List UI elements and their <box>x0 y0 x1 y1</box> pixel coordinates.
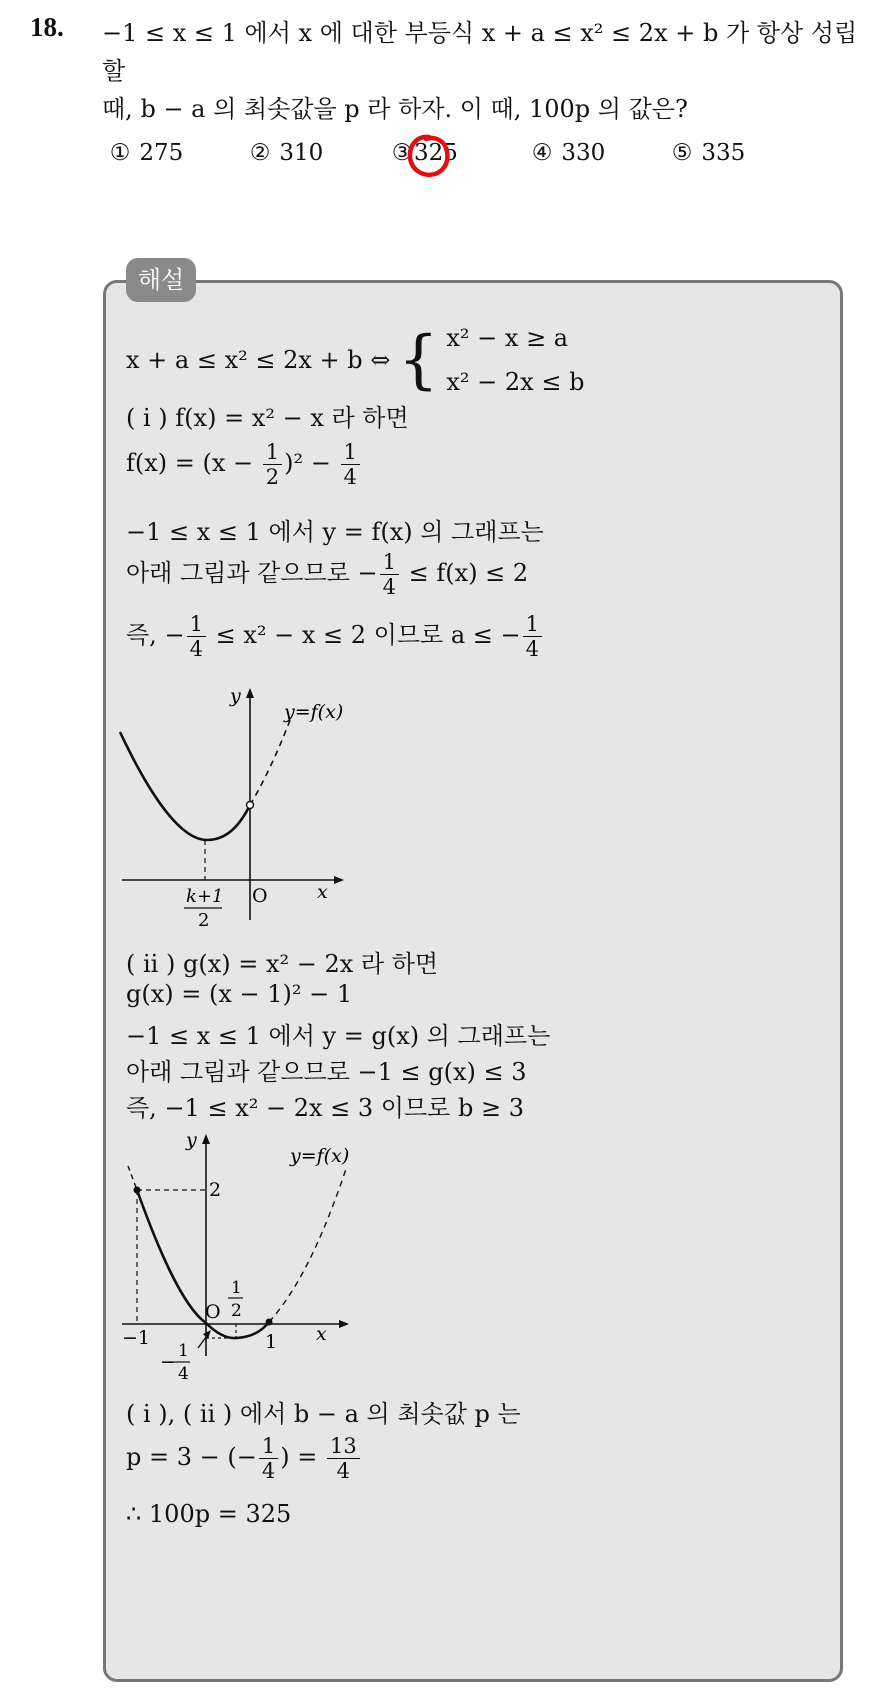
curve-label: y=f(x) <box>284 701 344 723</box>
min-denominator: 4 <box>178 1364 189 1384</box>
case1-intro: ( i ) f(x) = x² − x 라 하면 <box>126 404 409 432</box>
y-axis-arrow-icon <box>246 688 254 698</box>
curve-dashed-right <box>269 1166 347 1322</box>
curve-dashed-left <box>128 1166 137 1190</box>
vertex-denominator: 2 <box>198 910 210 930</box>
answer-choices <box>108 140 868 176</box>
question-line-1: −1 ≤ x ≤ 1 에서 x 에 대한 부등식 x + a ≤ x² ≤ 2x + b 가 항상 성립할 <box>102 19 858 85</box>
condition-b: x² − 2x ≤ b <box>446 368 585 396</box>
min-sign: − <box>160 1351 176 1373</box>
curve-solid <box>137 1190 269 1338</box>
min-numerator: 1 <box>178 1341 189 1361</box>
origin-label: O <box>205 1301 221 1323</box>
x-axis-arrow-icon <box>334 876 344 884</box>
conclusion-intro: ( i ), ( ii ) 에서 b − a 의 최솟값 p 는 <box>126 1400 521 1428</box>
tick-x-1: 1 <box>265 1331 278 1353</box>
graph-g <box>112 1126 382 1386</box>
min-pointer-arrow-icon <box>203 1330 211 1339</box>
x-axis-arrow-icon <box>339 1320 349 1328</box>
x-label: x <box>316 1323 327 1345</box>
tick-y-2: 2 <box>209 1179 222 1201</box>
open-point <box>247 802 254 809</box>
case2-intro: ( ii ) g(x) = x² − 2x 라 하면 <box>126 950 439 978</box>
half-denominator: 2 <box>231 1301 242 1321</box>
choice-5[interactable]: ⑤ 335 <box>671 140 746 166</box>
question-line-2: 때, b − a 의 최솟값을 p 라 하자. 이 때, 100p 의 값은? <box>102 95 688 123</box>
curve-dashed <box>250 715 292 805</box>
condition-a: x² − x ≥ a <box>446 324 569 352</box>
case1-graph-text: −1 ≤ x ≤ 1 에서 y = f(x) 의 그래프는 <box>126 518 544 546</box>
equivalence: x + a ≤ x² ≤ 2x + b ⇔ { x² − x ≥ a x² − 2x ≤ b <box>126 316 584 404</box>
x-label: x <box>317 881 328 903</box>
graph-f <box>112 680 372 930</box>
choice-4[interactable]: ④ 330 <box>531 140 606 166</box>
case2-g-form: g(x) = (x − 1)² − 1 <box>126 980 353 1008</box>
endpoint-right <box>266 1319 273 1326</box>
question-text <box>102 14 872 128</box>
y-label: y <box>186 1129 197 1151</box>
y-label: y <box>230 685 241 707</box>
choice-2[interactable]: ② 310 <box>249 140 324 166</box>
solution-tag: 해설 <box>126 258 196 302</box>
origin-label: O <box>252 885 268 907</box>
left-brace-icon: { <box>398 323 439 397</box>
choice-3[interactable]: ③325 <box>391 140 458 166</box>
vertex-numerator: k+1 <box>186 886 224 907</box>
question-number: 18. <box>30 12 64 42</box>
curve-solid <box>120 732 250 840</box>
case2-range: 아래 그림과 같으므로 −1 ≤ g(x) ≤ 3 <box>126 1058 527 1086</box>
case1-range: 아래 그림과 같으므로 − $\frac{1}{4}$ ≤ f(x) ≤ 2 <box>126 550 529 599</box>
tick-x-neg1: −1 <box>122 1327 151 1349</box>
case1-f-form: f(x) = (x − $\frac{1}{2}$ )² − $\frac{1}{4}$ <box>126 440 362 489</box>
choice-1[interactable]: ① 275 <box>109 140 184 166</box>
p-value: p = 3 − (− $\frac{1}{4}$ ) = $\frac{13}{4}$ <box>126 1434 362 1483</box>
selected-answer-circle <box>404 131 454 181</box>
y-axis-arrow-icon <box>202 1134 210 1144</box>
curve-label: y=f(x) <box>290 1145 350 1167</box>
half-numerator: 1 <box>231 1278 242 1298</box>
case2-result: 즉, −1 ≤ x² − 2x ≤ 3 이므로 b ≥ 3 <box>126 1094 524 1122</box>
case2-graph-text: −1 ≤ x ≤ 1 에서 y = g(x) 의 그래프는 <box>126 1022 551 1050</box>
case1-result: 즉, − $\frac{1}{4}$ ≤ x² − x ≤ 2 이므로 a ≤ − $\frac{1}{4}$ <box>126 612 544 661</box>
final-answer: ∴ 100p = 325 <box>126 1500 292 1528</box>
